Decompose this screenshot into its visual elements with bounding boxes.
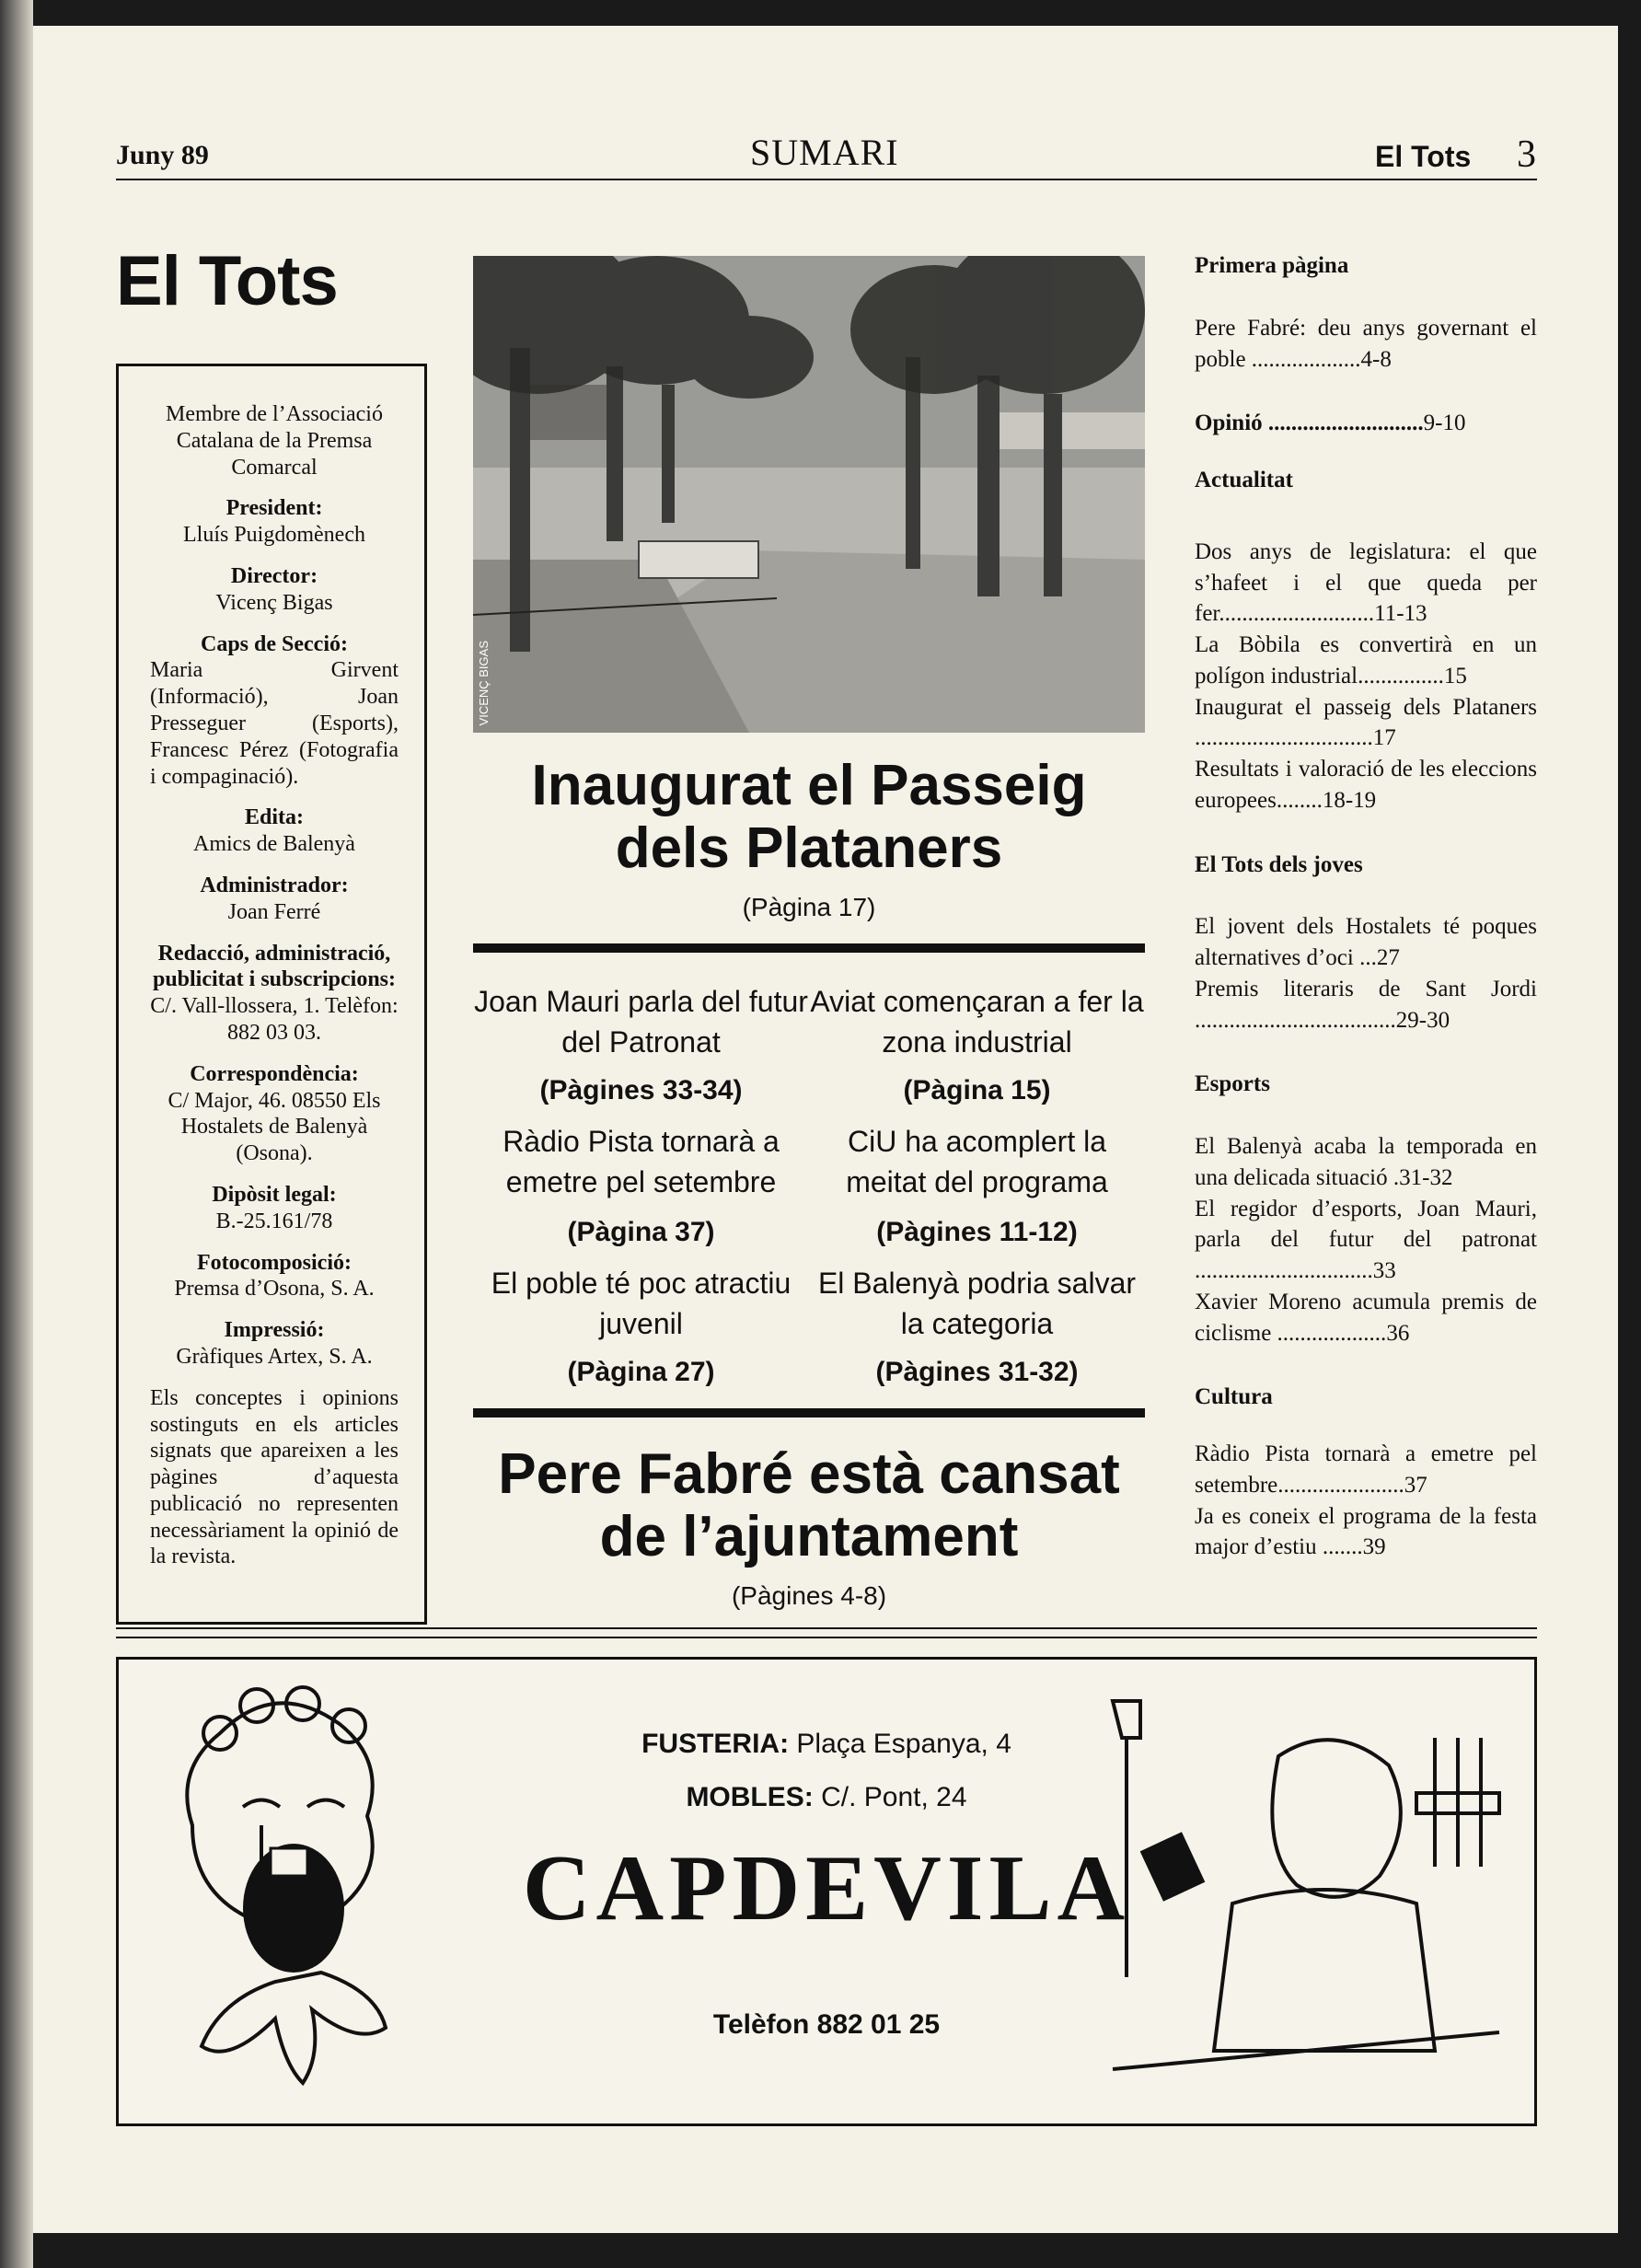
story-title: Joan Mauri parla del futur del Patronat xyxy=(474,985,808,1059)
toc-item: Xavier Moreno acumula premis de ciclisme ...................36 xyxy=(1195,1289,1537,1346)
lead-headline: Inaugurat el Passeig dels Plataners xyxy=(531,754,1087,880)
ad-separator-rule xyxy=(116,1627,1537,1638)
story-title: Aviat començaran a fer la zona industrial xyxy=(810,985,1144,1059)
toc-item: Ja es coneix el programa de la festa major d’estiu .......39 xyxy=(1195,1503,1537,1560)
director-name: Vicenç Bigas xyxy=(215,590,333,615)
fusteria-line: FUSTERIA: Plaça Espanya, 4 xyxy=(641,1729,1011,1759)
story-page-ref: (Pàgina 37) xyxy=(567,1217,715,1247)
director-label: Director: xyxy=(230,563,318,588)
legal-deposit-value: B.-25.161/78 xyxy=(215,1209,333,1233)
capdevila-advertisement xyxy=(116,1657,1537,2126)
table-of-contents xyxy=(1195,250,1537,1563)
plane-trees-photo-illustration xyxy=(473,256,1145,733)
toc-section-primera: Primera pàgina xyxy=(1195,253,1349,278)
section-title: SUMARI xyxy=(750,132,899,173)
redaccio-label: Redacció, administració, publicitat i subscripcions: xyxy=(152,941,397,992)
story-page-ref: (Pàgines 33-34) xyxy=(539,1075,743,1105)
binding-spine xyxy=(0,0,33,2268)
story-page-ref: (Pàgines 11-12) xyxy=(876,1217,1078,1247)
second-headline: Pere Fabré està cansat de l’ajuntament xyxy=(498,1442,1120,1568)
toc-item: Premis literaris de Sant Jordi ...................................29-30 xyxy=(1195,976,1537,1033)
toc-section-cultura: Cultura xyxy=(1195,1384,1273,1410)
redaccio-address: C/. Vall-llossera, 1. Telèfon: 882 03 03. xyxy=(150,994,399,1045)
toc-item: El Balenyà acaba la temporada en una delicada situació .31-32 xyxy=(1195,1134,1537,1190)
story-title: El poble té poc atractiu juvenil xyxy=(491,1267,792,1340)
story-page-ref: (Pàgines 31-32) xyxy=(875,1357,1079,1387)
capdevila-logo: CAPDEVILA xyxy=(522,1836,1131,1940)
disclaimer-text: Els conceptes i opinions sostinguts en els articles signats que apareixen a les pàgines d’aquesta publicació no representen necessàriament la opinió de la revista. xyxy=(150,1385,399,1569)
admin-name: Joan Ferré xyxy=(227,899,321,924)
toc-item: La Bòbila es convertirà en un polígon industrial...............15 xyxy=(1195,632,1537,688)
toc-item: Resultats i valoració de les eleccions europees........18-19 xyxy=(1195,757,1537,813)
typesetting-label: Fotocomposició: xyxy=(197,1250,352,1275)
header-rule xyxy=(116,179,1537,180)
photo-credit: VICENÇ BIGAS xyxy=(477,640,491,725)
printing-value: Gràfiques Artex, S. A. xyxy=(176,1344,373,1369)
president-name: Lluís Puigdomènech xyxy=(183,523,365,548)
toc-section-actualitat: Actualitat xyxy=(1195,468,1293,492)
lead-page-ref: (Pàgina 17) xyxy=(742,893,876,921)
page-number: 3 xyxy=(1517,133,1536,176)
section-rule-bottom xyxy=(473,1408,1145,1418)
toc-section-esports: Esports xyxy=(1195,1071,1270,1097)
issue-date: Juny 89 xyxy=(116,140,209,170)
printing-label: Impressió: xyxy=(224,1318,325,1343)
story-page-ref: (Pàgina 15) xyxy=(903,1075,1051,1105)
story-page-ref: (Pàgina 27) xyxy=(567,1357,715,1387)
caps-label: Caps de Secció: xyxy=(201,631,348,656)
edita-value: Amics de Balenyà xyxy=(193,832,355,857)
second-page-ref: (Pàgines 4-8) xyxy=(731,1581,887,1610)
ad-phone: Telèfon 882 01 25 xyxy=(712,2009,941,2040)
toc-item: El jovent dels Hostalets té poques alternatives d’oci ...27 xyxy=(1195,914,1537,970)
toc-section-opinio: Opinió ...........................9-10 xyxy=(1195,411,1466,436)
section-rule-top xyxy=(473,943,1145,953)
typesetting-value: Premsa d’Osona, S. A. xyxy=(174,1277,375,1302)
toc-item: Dos anys de legislatura: el que s’hafeet i el que queda per fer...........................11-13 xyxy=(1195,538,1537,627)
masthead-intro: Membre de l’Associació Catalana de la Premsa Comarcal xyxy=(166,402,383,480)
masthead-box xyxy=(116,364,427,1625)
president-label: President: xyxy=(225,496,323,521)
edita-label: Edita: xyxy=(244,805,304,830)
mobles-line: MOBLES: C/. Pont, 24 xyxy=(686,1782,967,1812)
story-title: El Balenyà podria salvar la categoria xyxy=(817,1267,1137,1340)
toc-section-joves: El Tots dels joves xyxy=(1195,851,1363,877)
correspondence-label: Correspondència: xyxy=(190,1061,359,1086)
toc-item: Ràdio Pista tornarà a emetre pel setembre......................37 xyxy=(1195,1441,1537,1498)
toc-item: El regidor d’esports, Joan Mauri, parla del futur del patronat ...............................33 xyxy=(1195,1196,1537,1283)
correspondence-address: C/ Major, 46. 08550 Els Hostalets de Balenyà (Osona). xyxy=(168,1088,381,1166)
toc-item: Inaugurat el passeig dels Plataners ...............................17 xyxy=(1195,694,1537,751)
toc-item: Pere Fabré: deu anys governant el poble ...................4-8 xyxy=(1195,315,1537,372)
magazine-name: El Tots xyxy=(1375,140,1472,173)
story-title: Ràdio Pista tornarà a emetre pel setembre xyxy=(503,1125,780,1198)
caps-names: Maria Girvent (Informació), Joan Presseguer (Esports), Francesc Pérez (Fotografia i compaginació). xyxy=(150,658,399,789)
legal-deposit-label: Dipòsit legal: xyxy=(212,1182,337,1207)
story-title: CiU ha acomplert la meitat del programa xyxy=(846,1125,1108,1198)
street-photo xyxy=(473,256,1145,733)
admin-label: Administrador: xyxy=(200,873,349,897)
brand-title: El Tots xyxy=(116,242,338,320)
